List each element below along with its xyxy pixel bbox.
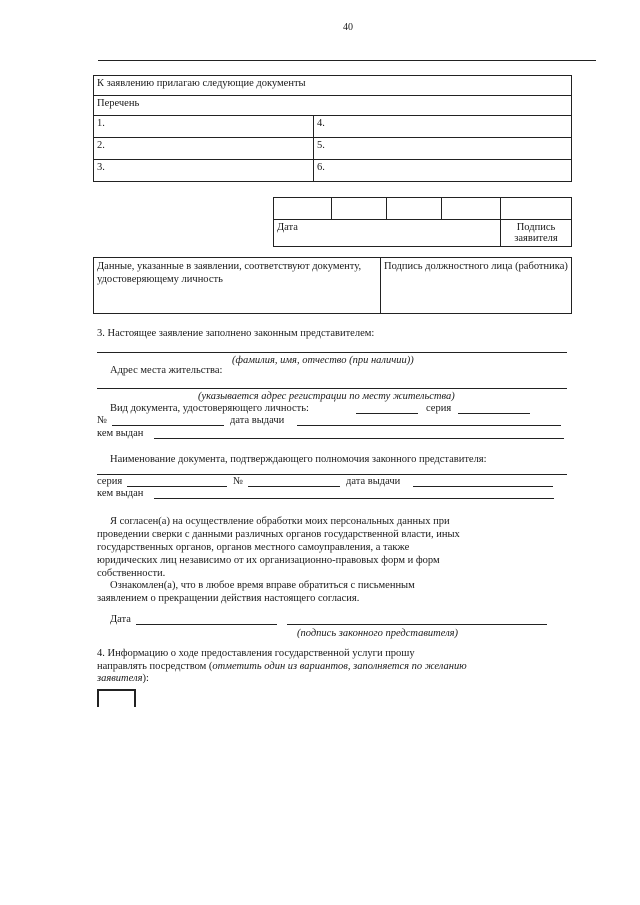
consent-signature-hint: (подпись законного представителя) (297, 628, 459, 639)
address-hint: (указывается адрес регистрации по месту жительства) (198, 391, 455, 402)
number-line-2[interactable] (248, 486, 340, 487)
section4-line-3 (97, 672, 149, 685)
issue-date-label-2: дата выдачи (346, 476, 401, 487)
document-item-3[interactable]: 3. (94, 160, 314, 182)
issued-by-line[interactable] (154, 438, 564, 439)
address-label: Адрес места жительства: (110, 365, 223, 376)
section4-line-3-a: заявителя (97, 673, 143, 684)
page-number: 40 (343, 22, 353, 33)
documents-table (93, 75, 572, 182)
official-signature-label: Подпись должностного лица (работника) (381, 258, 572, 314)
section4-line-3-b: ): (142, 673, 149, 684)
number-line[interactable] (112, 425, 224, 426)
id-doc-label: Вид документа, удостоверяющего личность: (110, 403, 309, 414)
date-cell-day[interactable] (274, 198, 332, 220)
address-line[interactable] (97, 388, 567, 389)
consent-line-5: собственности. (97, 568, 166, 579)
series-label-2: серия (97, 476, 123, 487)
issue-date-line[interactable] (297, 425, 561, 426)
verification-text: Данные, указанные в заявлении, соответствуют документу, удостоверяющему личность (94, 258, 381, 314)
id-doc-line[interactable] (356, 413, 418, 414)
consent-signature-line[interactable] (287, 624, 547, 625)
document-item-6[interactable]: 6. (314, 160, 572, 182)
issue-date-label: дата выдачи (230, 415, 285, 426)
date-signature-table (273, 197, 572, 247)
consent-line-2: проведении сверки с данными различных органов государственной власти, иных (97, 529, 460, 540)
consent-date-label: Дата (110, 614, 131, 625)
documents-header: К заявлению прилагаю следующие документы (94, 76, 572, 96)
section4-line-1: 4. Информацию о ходе предоставления государственной услуги прошу (97, 648, 415, 659)
fio-hint: (фамилия, имя, отчество (при наличии)) (232, 355, 414, 366)
consent-line-6: Ознакомлен(а), что в любое время вправе обратиться с письменным (110, 580, 415, 591)
signature-blank[interactable] (501, 198, 572, 220)
date-cell-extra[interactable] (442, 198, 501, 220)
document-item-4[interactable]: 4. (314, 116, 572, 138)
documents-list-label: Перечень (94, 96, 572, 116)
issued-by-label: кем выдан (97, 428, 144, 439)
issued-by-label-2: кем выдан (97, 488, 144, 499)
authority-doc-line[interactable] (97, 474, 567, 475)
date-label: Дата (274, 220, 501, 247)
series-line[interactable] (458, 413, 530, 414)
header-rule (98, 60, 596, 61)
consent-line-1: Я согласен(а) на осуществление обработки моих персональных данных при (110, 516, 450, 527)
series-label: серия (426, 403, 452, 414)
signature-label: Подпись заявителя (501, 220, 572, 247)
section4-line-2-b: отметить один из вариантов, заполняется по желанию (212, 661, 467, 672)
consent-line-7: заявлением о прекращении действия настоящего согласия. (97, 593, 360, 604)
consent-line-4: юридических лиц независимо от их организационно-правовых форм и форм (97, 555, 440, 566)
document-item-5[interactable]: 5. (314, 138, 572, 160)
section4-line-2 (97, 660, 467, 673)
date-cell-month[interactable] (332, 198, 387, 220)
number-label-2: № (233, 476, 244, 487)
authority-doc-label: Наименование документа, подтверждающего полномочия законного представителя: (110, 454, 487, 465)
consent-line-3: государственных органов, органов местного самоуправления, а также (97, 542, 410, 553)
verification-table (93, 257, 572, 314)
issue-date-line-2[interactable] (413, 486, 553, 487)
number-label: № (97, 415, 108, 426)
consent-date-line[interactable] (136, 624, 277, 625)
section4-line-2-a: направлять посредством ( (97, 661, 213, 672)
document-item-1[interactable]: 1. (94, 116, 314, 138)
issued-by-line-2[interactable] (154, 498, 554, 499)
date-cell-year[interactable] (387, 198, 442, 220)
document-item-2[interactable]: 2. (94, 138, 314, 160)
delivery-option-checkbox[interactable] (97, 689, 136, 707)
fio-line[interactable] (97, 352, 567, 353)
section3-title: 3. Настоящее заявление заполнено законным представителем: (97, 328, 375, 339)
